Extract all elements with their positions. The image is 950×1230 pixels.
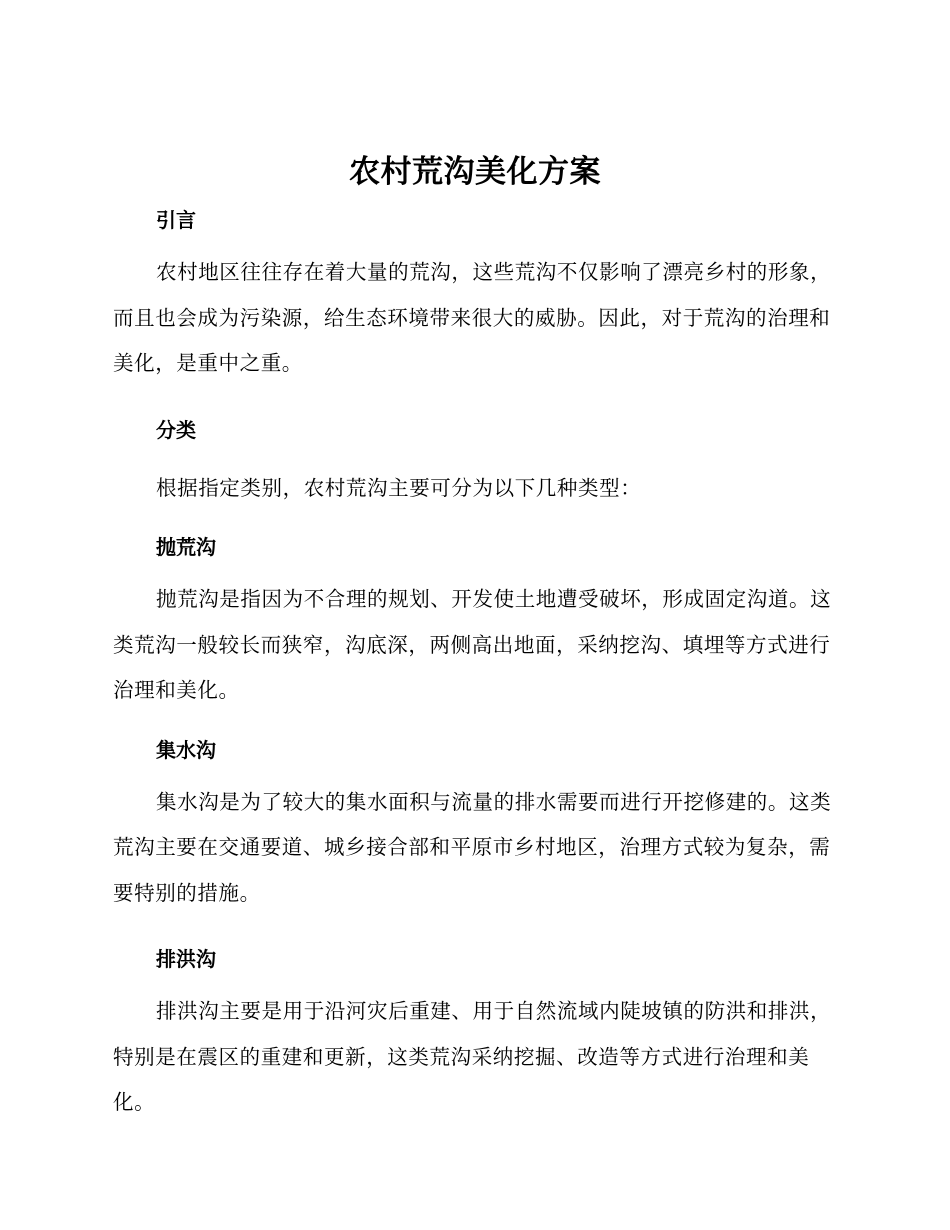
page-title: 农村荒沟美化方案 bbox=[349, 154, 601, 190]
document-body bbox=[113, 198, 833, 1126]
paragraph-catchment-ditch: 集水沟是为了较大的集水面积与流量的排水需要而进行开挖修建的。这类荒沟主要在交通要道、城乡接合部和平原市乡村地区，治理方式较为复杂，需要特别的措施。 bbox=[113, 789, 832, 905]
section-heading-abandoned-ditch: 抛荒沟 bbox=[156, 535, 216, 559]
paragraph-classification: 根据指定类别，农村荒沟主要可分为以下几种类型： bbox=[156, 475, 642, 500]
paragraph-intro: 农村地区往往存在着大量的荒沟，这些荒沟不仅影响了漂亮乡村的形象，而且也会成为污染源，给生态环境带来很大的威胁。因此，对于荒沟的治理和美化，是重中之重。 bbox=[113, 260, 832, 375]
section-heading-classification: 分类 bbox=[156, 417, 196, 442]
section-heading-intro: 引言 bbox=[156, 208, 196, 232]
paragraph-flood-ditch: 排洪沟主要是用于沿河灾后重建、用于自然流域内陡坡镇的防洪和排洪，特别是在震区的重建和更新，这类荒沟采纳挖掘、改造等方式进行治理和美化。 bbox=[113, 999, 832, 1114]
paragraph-abandoned-ditch: 抛荒沟是指因为不合理的规划、开发使土地遭受破坏，形成固定沟道。这类荒沟一般较长而狭窄，沟底深，两侧高出地面，采纳挖沟、填埋等方式进行治理和美化。 bbox=[113, 587, 832, 702]
section-heading-flood-ditch: 排洪沟 bbox=[156, 947, 216, 971]
section-heading-catchment-ditch: 集水沟 bbox=[156, 737, 216, 762]
